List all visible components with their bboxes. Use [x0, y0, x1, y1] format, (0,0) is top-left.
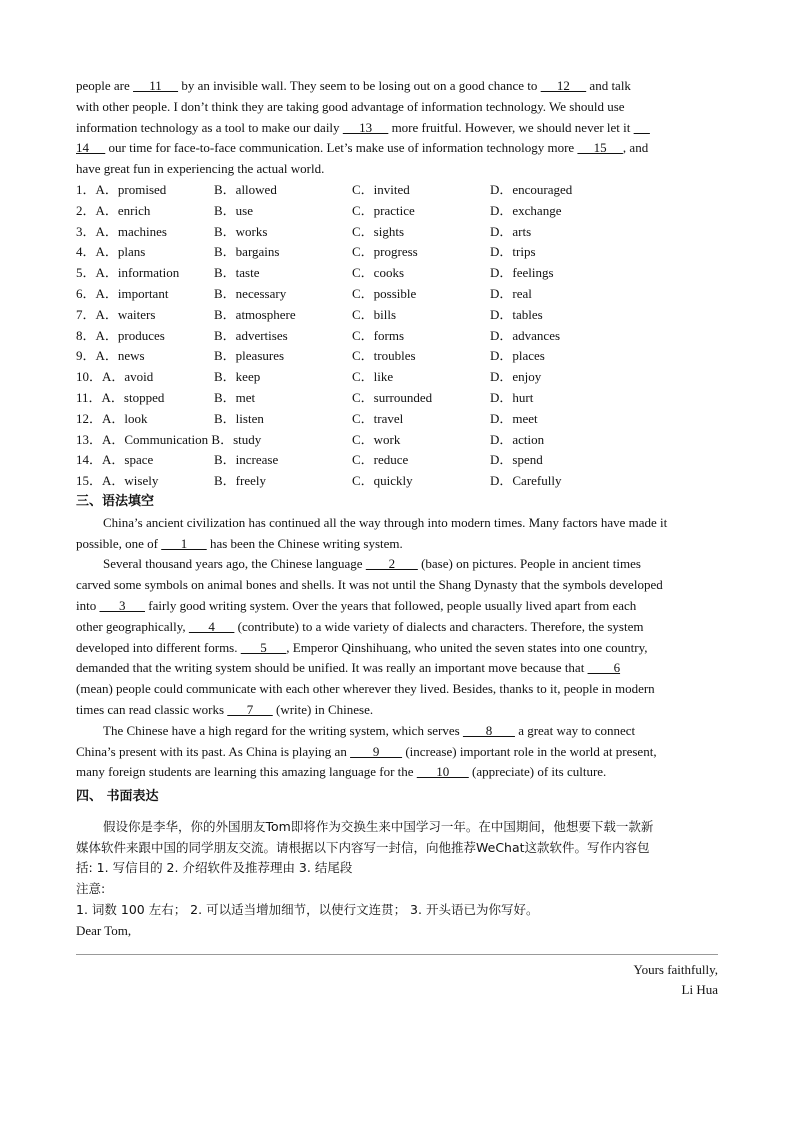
passage-line	[76, 534, 718, 555]
option-d[interactable]: D．encouraged	[490, 181, 573, 197]
option-b[interactable]: B．pleasures	[214, 348, 285, 364]
grammar-blank-5[interactable]: 5	[240, 639, 287, 655]
passage-line	[76, 554, 718, 575]
passage-line: (mean) people could communicate with each other wherever they lived. Besides, thanks to it, people in modern	[76, 681, 655, 697]
cloze-passage	[76, 76, 718, 180]
passage-line	[76, 658, 718, 679]
option-c[interactable]: C．practice	[352, 202, 415, 218]
passage-text: a great way to connect	[514, 722, 636, 738]
grammar-blank-3[interactable]: 3	[99, 597, 145, 613]
passage-line	[76, 617, 718, 638]
passage-text: possible, one of	[76, 535, 162, 551]
option-c[interactable]: C．surrounded	[352, 389, 433, 405]
note-label: 注意:	[76, 881, 106, 897]
passage-line	[76, 76, 718, 97]
option-c[interactable]: C．work	[352, 431, 401, 447]
option-c[interactable]: C．cooks	[352, 265, 405, 281]
option-a[interactable]: 2．A．enrich	[76, 202, 151, 218]
passage-text: has been the Chinese writing system.	[206, 535, 403, 551]
passage-line	[76, 721, 718, 742]
option-d[interactable]: D．places	[490, 348, 545, 364]
passage-text: fairly good writing system. Over the years that followed, people usually lived apart from each	[144, 597, 637, 613]
section-4-title: 四、 书面表达	[76, 789, 159, 805]
passage-text: times can read classic works	[76, 701, 228, 717]
option-a[interactable]: 5．A．information	[76, 265, 180, 281]
option-b	[214, 430, 352, 451]
option-d[interactable]: D．real	[490, 285, 532, 301]
option-d[interactable]: D．Carefully	[490, 473, 562, 489]
cloze-options	[76, 180, 718, 492]
option-c[interactable]: C．like	[352, 369, 394, 385]
passage-line	[76, 742, 718, 763]
passage-line: China’s ancient civilization has continued all the way through into modern times. Many factors have made it	[103, 514, 668, 530]
option-b[interactable]: B．increase	[214, 452, 279, 468]
option-d[interactable]: D．advances	[490, 327, 561, 343]
grammar-blank-1[interactable]: 1	[161, 535, 207, 551]
option-d[interactable]: D．spend	[490, 452, 543, 468]
passage-line	[76, 138, 718, 159]
passage-line	[76, 638, 718, 659]
blank-11[interactable]: 11	[133, 78, 179, 93]
passage-line: with other people. I don’t think they are taking good advantage of information technology. We should use	[76, 98, 625, 114]
option-a[interactable]: 3．A．machines	[76, 223, 167, 239]
passage-text: Several thousand years ago, the Chinese language	[103, 556, 366, 572]
passage-text: our time for face-to-face communication. Let’s make use of information technology more	[105, 140, 578, 156]
passage-line: carved some symbols on animal bones and shells. It was not until the Shang Dynasty that the symbols developed	[76, 577, 663, 593]
letter-closing: Yours faithfully,	[633, 961, 718, 977]
option-d[interactable]: D．trips	[490, 244, 536, 260]
option-d[interactable]: D．meet	[490, 410, 538, 426]
passage-text: (write) in Chinese.	[272, 701, 374, 717]
option-c[interactable]: C．forms	[352, 327, 405, 343]
blank-12[interactable]: 12	[540, 78, 587, 93]
option-a[interactable]: 1．A．promised	[76, 181, 167, 197]
option-c[interactable]: C．troubles	[352, 348, 416, 364]
grammar-blank-7[interactable]: 7	[227, 701, 273, 717]
blank-14[interactable]: 14	[76, 140, 106, 156]
passage-text: China’s present with its past. As China is playing an	[76, 743, 351, 759]
option-b[interactable]: B．listen	[214, 410, 264, 426]
option-c[interactable]: C．reduce	[352, 452, 409, 468]
passage-text: people are	[76, 78, 134, 93]
exam-page	[76, 76, 718, 1001]
option-b[interactable]: B．works	[214, 223, 268, 239]
passage-text: and talk	[586, 78, 631, 93]
option-c[interactable]: C．bills	[352, 306, 397, 322]
option-b[interactable]: B．allowed	[214, 181, 277, 197]
passage-text: (contribute) to a wide variety of dialects and characters. Therefore, the system	[234, 618, 644, 634]
option-c[interactable]: C．possible	[352, 285, 417, 301]
answer-line[interactable]	[76, 954, 718, 955]
passage-text: (base) on pictures. People in ancient times	[417, 556, 641, 572]
blank-14-start[interactable]	[634, 120, 650, 135]
option-d[interactable]: D．arts	[490, 223, 532, 239]
passage-text: many foreign students are learning this amazing language for the	[76, 764, 417, 780]
passage-line	[76, 762, 718, 783]
passage-text: (increase) important role in the world at present,	[402, 743, 657, 759]
blank-13[interactable]: 13	[342, 119, 389, 135]
grammar-blank-6[interactable]: 6	[587, 660, 621, 676]
writing-task	[76, 817, 718, 1001]
option-b[interactable]: B．taste	[214, 265, 260, 281]
option-d[interactable]: D．hurt	[490, 389, 534, 405]
passage-text: , and	[622, 140, 649, 156]
option-a[interactable]: 13．A．Communication B．study	[76, 431, 262, 447]
passage-text: into	[76, 597, 100, 613]
option-b[interactable]: B．met	[214, 389, 256, 405]
option-a[interactable]: 8．A．produces	[76, 327, 165, 343]
grammar-blank-4[interactable]: 4	[188, 618, 235, 634]
option-b[interactable]: B．freely	[214, 473, 266, 489]
option-d[interactable]: D．enjoy	[490, 369, 542, 385]
passage-text: developed into different forms.	[76, 639, 241, 655]
option-a[interactable]: 4．A．plans	[76, 244, 146, 260]
passage-text: other geographically,	[76, 618, 189, 634]
passage-text: demanded that the writing system should be unified. It was really an important move because that	[76, 660, 588, 676]
letter-greeting: Dear Tom,	[76, 922, 132, 938]
grammar-blank-10[interactable]: 10	[416, 764, 469, 780]
option-a[interactable]: 14．A．space	[76, 452, 154, 468]
passage-line	[76, 118, 718, 139]
notes: 1. 词数 100 左右； 2. 可以适当增加细节，以使行文连贯； 3. 开头语已为你写好。	[76, 902, 539, 918]
grammar-blank-8[interactable]: 8	[462, 722, 515, 738]
option-b[interactable]: B．use	[214, 202, 254, 218]
option-a[interactable]: 15．A．wisely	[76, 473, 159, 489]
option-a[interactable]: 10．A．avoid	[76, 369, 154, 385]
section-3-title: 三、语法填空	[76, 493, 155, 509]
option-a[interactable]: 12．A．look	[76, 410, 148, 426]
task-line: 括: 1. 写信目的 2. 介绍软件及推荐理由 3. 结尾段	[76, 860, 353, 876]
option-c[interactable]: C．invited	[352, 181, 410, 197]
option-b[interactable]: B．advertises	[214, 327, 288, 343]
letter-signature: Li Hua	[681, 982, 718, 998]
passage-text: The Chinese have a high regard for the writing system, which serves	[103, 722, 463, 738]
passage-text: (appreciate) of its culture.	[468, 764, 607, 780]
option-a[interactable]: 7．A．waiters	[76, 306, 156, 322]
passage-text: , Emperor Qinshihuang, who united the seven states into one country,	[286, 639, 648, 655]
option-c[interactable]: C．progress	[352, 244, 418, 260]
option-b[interactable]: B．keep	[214, 369, 261, 385]
option-c[interactable]: C．sights	[352, 223, 405, 239]
option-b[interactable]: B．atmosphere	[214, 306, 296, 322]
option-a[interactable]: 6．A．important	[76, 285, 169, 301]
option-b[interactable]: B．bargains	[214, 244, 280, 260]
task-line: 假设你是李华，你的外国朋友Tom即将作为交换生来中国学习一年。在中国期间，他想要下载一款新	[103, 818, 654, 834]
passage-text: information technology as a tool to make our daily	[76, 119, 343, 135]
passage-text: by an invisible wall. They seem to be losing out on a good chance to	[178, 78, 541, 93]
passage-text: more fruitful. However, we should never let it	[388, 119, 634, 135]
passage-line	[76, 700, 718, 721]
task-line: 媒体软件来跟中国的同学朋友交流。请根据以下内容写一封信，向他推荐WeChat这款软件。写作内容包	[76, 839, 650, 855]
grammar-passage	[76, 513, 718, 783]
grammar-blank-2[interactable]: 2	[365, 556, 418, 572]
option-d[interactable]: D．action	[490, 431, 545, 447]
option-c[interactable]: C．travel	[352, 410, 404, 426]
option-d[interactable]: D．tables	[490, 306, 543, 322]
passage-line: have great fun in experiencing the actual world.	[76, 161, 325, 177]
option-a[interactable]: 11．A．stopped	[76, 389, 165, 405]
option-d[interactable]: D．exchange	[490, 202, 562, 218]
blank-15[interactable]: 15	[577, 140, 623, 156]
option-a[interactable]: 9．A．news	[76, 348, 145, 364]
option-d[interactable]: D．feelings	[490, 265, 554, 281]
option-c[interactable]: C．quickly	[352, 473, 413, 489]
option-b[interactable]: B．necessary	[214, 285, 287, 301]
grammar-blank-9[interactable]: 9	[350, 743, 403, 759]
passage-line	[76, 596, 718, 617]
